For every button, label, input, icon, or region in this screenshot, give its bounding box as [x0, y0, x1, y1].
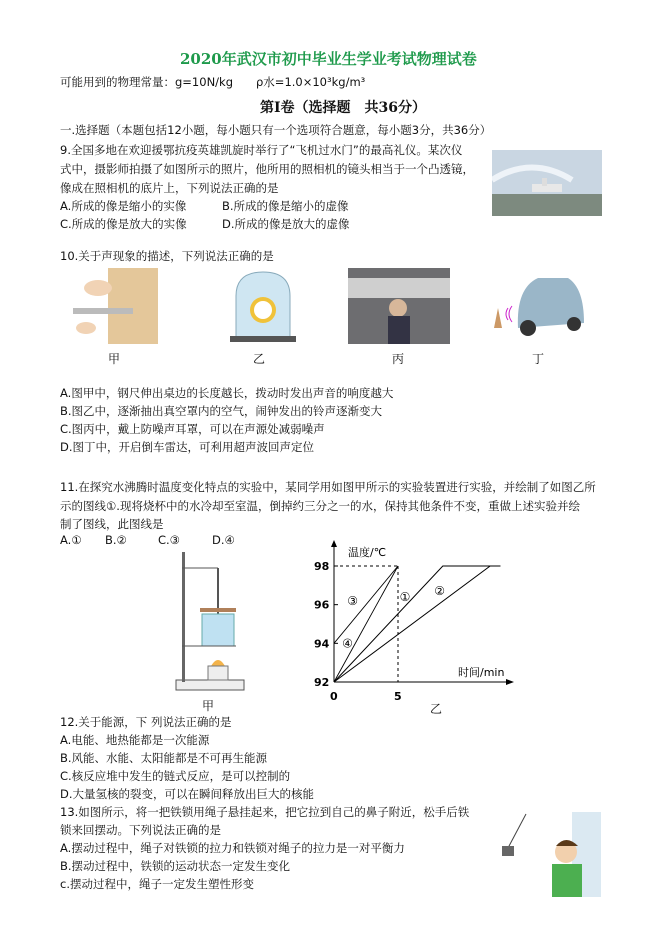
caption-yi: 乙	[253, 352, 266, 366]
alarm-in-bell-jar-image	[228, 268, 298, 344]
y-tick-label: 92	[314, 676, 330, 689]
q9-option-b: B.所成的像是缩小的虚像	[222, 199, 349, 213]
q11-line: 11.在探究水沸腾时温度变化特点的实验中，某同学用如图甲所示的实验装置进行实验，并绘制了如图乙所	[60, 480, 596, 494]
series-label: ④	[342, 636, 353, 651]
series-label: ①	[399, 589, 411, 604]
temperature-time-graph	[300, 538, 530, 718]
q13-option-a: A.摆动过程中，绳子对铁锁的拉力和铁锁对绳子的拉力是一对平衡力	[60, 841, 405, 855]
series-label: ③	[347, 593, 358, 608]
q11-option-c: C.③	[158, 533, 180, 547]
q13-option-b: B.摆动过程中，铁锁的运动状态一定发生变化	[60, 859, 291, 873]
x-axis-label: 时间/min	[458, 666, 505, 679]
q12-option-b: B.风能、水能、太阳能都是不可再生能源	[60, 751, 268, 765]
q12-option-d: D.大量氢核的裂变，可以在瞬间释放出巨大的核能	[60, 787, 315, 801]
boiling-apparatus-diagram	[170, 548, 250, 693]
factory-worker-image	[348, 268, 450, 344]
q11-line: 示的图线①.现将烧杯中的水冷却至室温，倒掉约三分之一的水，保持其他条件不变，重做上述实验并绘	[60, 499, 580, 513]
x-tick-label: 0	[330, 690, 338, 703]
reversing-car-image	[488, 268, 588, 340]
q10-option-d: D.图丁中，开启倒车雷达，可利用超声波回声定位	[60, 440, 315, 454]
caption-apparatus: 甲	[202, 699, 215, 713]
q10-option-a: A.图甲中，钢尺伸出桌边的长度越长，拨动时发出声音的响度越大	[60, 386, 394, 400]
caption-ding: 丁	[532, 352, 545, 366]
q10-option-c: C.图丙中，戴上防噪声耳罩，可以在声源处减弱噪声	[60, 422, 325, 436]
x-tick-label: 5	[394, 690, 402, 703]
caption-jia: 甲	[108, 352, 121, 366]
caption-graph: 乙	[430, 702, 443, 716]
water-salute-photo	[492, 150, 602, 216]
q13-option-c: c.摆动过程中，绳子一定发生塑性形变	[60, 877, 254, 891]
q13-line: 13.如图所示，将一把铁锁用绳子悬挂起来，把它拉到自己的鼻子附近，松手后铁	[60, 805, 470, 819]
y-tick-label: 98	[314, 560, 330, 573]
q13-line: 锁来回摆动。下列说法正确的是	[60, 823, 221, 837]
y-axis-arrow-icon	[331, 540, 337, 547]
caption-bing: 丙	[392, 352, 405, 366]
q12-stem: 12.关于能源，下 列说法正确的是	[60, 715, 232, 729]
y-axis-label: 温度/℃	[348, 546, 387, 559]
q9-line: 像成在照相机的底片上，下列说法正确的是	[60, 181, 279, 195]
series-line	[334, 566, 500, 682]
series-line	[334, 566, 398, 643]
x-axis-arrow-icon	[506, 679, 514, 685]
q9-option-d: D.所成的像是放大的虚像	[222, 217, 350, 231]
section-heading: 第Ⅰ卷（选择题 共36分）	[260, 100, 427, 116]
q11-option-a: A.①	[60, 533, 82, 547]
q10-stem: 10.关于声现象的描述，下列说法正确的是	[60, 249, 274, 263]
q9-option-a: A.所成的像是缩小的实像	[60, 199, 187, 213]
exam-title: 2020年武汉市初中毕业生学业考试物理试卷	[180, 50, 477, 68]
instructions: 一.选择题（本题包括12小题，每小题只有一个选项符合题意，每小题3分，共36分）	[60, 123, 492, 137]
q11-option-b: B.②	[105, 533, 127, 547]
q11-line: 制了图线，此图线是	[60, 517, 164, 531]
q10-option-b: B.图乙中，逐渐抽出真空罩内的空气，闹钟发出的铃声逐渐变大	[60, 404, 383, 418]
q12-option-a: A.电能、地热能都是一次能源	[60, 733, 210, 747]
series-line	[334, 566, 500, 682]
ruler-on-table-image	[68, 268, 158, 344]
q11-option-d: D.④	[212, 533, 235, 547]
q9-line: 9.全国多地在欢迎援鄂抗疫英雄凯旋时举行了“飞机过水门”的最高礼仪。某次仪	[60, 143, 463, 157]
y-tick-label: 94	[314, 637, 330, 651]
physical-constants: 可能用到的物理常量：g=10N/kg ρ水=1.0×10³kg/m³	[60, 75, 366, 89]
pendulum-lock-image	[486, 812, 601, 897]
q9-option-c: C.所成的像是放大的实像	[60, 217, 187, 231]
q9-line: 式中，摄影师拍摄了如图所示的照片，他所用的照相机的镜头相当于一个凸透镜，	[60, 162, 474, 176]
series-label: ②	[434, 584, 446, 599]
y-tick-label: 96	[314, 598, 330, 612]
q12-option-c: C.核反应堆中发生的链式反应，是可以控制的	[60, 769, 291, 783]
